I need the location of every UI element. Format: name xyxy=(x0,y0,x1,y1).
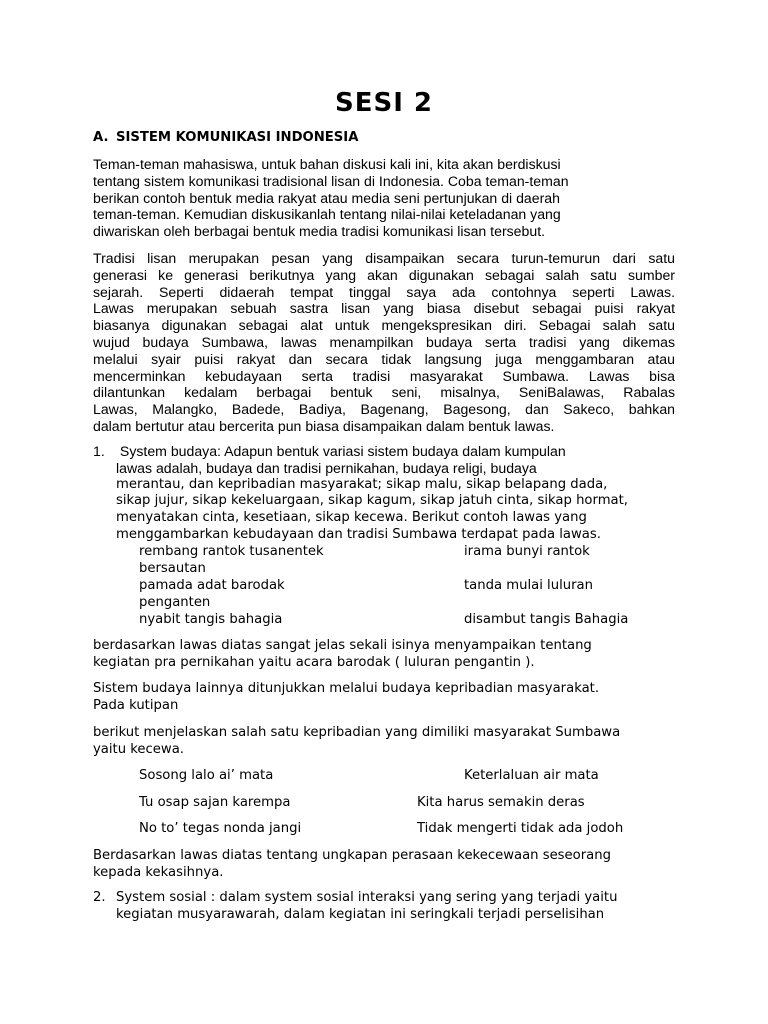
list-number: 2. xyxy=(93,890,106,905)
verse-original: Sosong lalo ai’ mata xyxy=(139,768,274,783)
text-line: Lawas merupakan sebuah sastra lisan yang biasa disebut sebagai puisi rakyat xyxy=(93,300,675,317)
list-item-body xyxy=(116,890,675,924)
text-line: tentang sistem komunikasi tradisional lisan di Indonesia. Coba teman-teman xyxy=(93,172,569,189)
verse-translation: disambut tangis Bahagia xyxy=(464,612,629,627)
text-line: sikap jujur, sikap kekeluargaan, sikap kagum, sikap jatuh cinta, sikap hormat, xyxy=(116,493,628,509)
text-line: Lawas, Malangko, Badede, Badiya, Bagenang, Bagesong, dan Sakeco, bahkan xyxy=(93,401,675,418)
section-heading xyxy=(93,129,358,146)
verse-translation: tanda mulai luluran xyxy=(464,578,593,593)
text-line: mencerminkan kebudayaan serta tradisi masyarakat Sumbawa. Lawas bisa xyxy=(93,367,675,384)
list-item-body xyxy=(116,443,675,544)
text-line: Berdasarkan lawas diatas tentang ungkapan perasaan kekecewaan seseorang xyxy=(93,848,611,863)
text-line: biasanya digunakan sebagai alat untuk mengekspresikan diri. Sebagai salah satu xyxy=(93,317,675,334)
text-line: menggambarkan kebudayaan dan tradisi Sumbawa terdapat pada lawas. xyxy=(116,526,601,542)
text-line: kegiatan pra pernikahan yaitu acara barodak ( luluran pengantin ). xyxy=(93,654,535,670)
list-number: 1. xyxy=(93,443,105,459)
sistem-budaya-paragraph xyxy=(93,681,675,715)
text-line: teman-teman. Kemudian diskusikanlah tentang nilai-nilai keteladanan yang xyxy=(93,206,561,223)
text-line: System budaya: Adapun bentuk variasi sistem budaya dalam kumpulan xyxy=(116,443,566,459)
text-line: sejarah. Seperti didaerah tempat tinggal saya ada contohnya seperti Lawas. xyxy=(93,283,675,300)
verse-original: penganten xyxy=(139,595,211,610)
text-line: menyatakan cinta, kesetiaan, sikap kecewa. Berikut contoh lawas yang xyxy=(116,510,587,526)
verse-original: bersautan xyxy=(139,561,206,576)
intro-paragraph xyxy=(93,156,675,240)
tradisi-paragraph xyxy=(93,250,675,435)
text-line: berikut menjelaskan salah satu kepribadian yang dimiliki masyarakat Sumbawa xyxy=(93,725,621,740)
verse-original: nyabit tangis bahagia xyxy=(139,612,283,627)
text-line: diwariskan oleh berbagai bentuk media tradisi komunikasi lisan tersebut. xyxy=(93,223,546,240)
kecewa-paragraph xyxy=(93,725,675,759)
section-letter: A. xyxy=(93,130,109,145)
verse-translation: Tidak mengerti tidak ada jodoh xyxy=(417,821,624,836)
text-line: Teman-teman mahasiswa, untuk bahan diskusi kali ini, kita akan berdiskusi xyxy=(93,156,561,172)
text-line: yaitu kecewa. xyxy=(93,741,184,757)
verse-original: No to’ tegas nonda jangi xyxy=(139,821,302,836)
document-page xyxy=(93,0,675,1024)
kekecewaan-paragraph xyxy=(93,848,675,882)
text-line: berikan contoh bentuk media rakyat atau media seni pertunjukan di daerah xyxy=(93,189,560,206)
text-line: dalam bertutur atau bercerita pun biasa disampaikan dalam bentuk lawas. xyxy=(93,417,555,434)
barodak-paragraph xyxy=(93,638,675,672)
text-line: System sosial : dalam system sosial interaksi yang sering yang terjadi yaitu xyxy=(116,890,618,905)
text-line: Pada kutipan xyxy=(93,697,179,713)
page-title: SESI 2 xyxy=(334,88,434,118)
verse-translation: irama bunyi rantok xyxy=(464,544,590,559)
text-line: wujud budaya Sumbawa, lawas menampilkan budaya serta tradisi yang dikemas xyxy=(93,333,675,350)
verse-translation: Keterlaluan air mata xyxy=(464,768,599,783)
verse-original: rembang rantok tusanentek xyxy=(139,544,324,559)
section-heading-text: SISTEM KOMUNIKASI INDONESIA xyxy=(116,130,359,145)
text-line: kegiatan musyarawarah, dalam kegiatan ini seringkali terjadi perselisihan xyxy=(116,906,605,922)
text-line: dilantunkan kedalam berbagai bentuk seni, misalnya, SeniBalawas, Rabalas xyxy=(93,384,675,401)
list-item-system-sosial xyxy=(93,890,675,930)
text-line: generasi ke generasi berikutnya yang akan digunakan sebagai salah satu sumber xyxy=(93,266,675,283)
text-line: Tradisi lisan merupakan pesan yang disampaikan secara turun-temurun dari satu xyxy=(93,250,675,266)
text-line: melalui syair puisi rakyat dan secara tidak langsung juga menggambaran atau xyxy=(93,350,675,367)
text-line: kepada kekasihnya. xyxy=(93,864,224,880)
verse-translation: Kita harus semakin deras xyxy=(417,795,585,810)
text-line: merantau, dan kepribadian masyarakat; sikap malu, sikap belapang dada, xyxy=(116,476,608,492)
verse-original: pamada adat barodak xyxy=(139,578,285,593)
verse-original: Tu osap sajan karempa xyxy=(139,795,291,810)
text-line: lawas adalah, budaya dan tradisi pernikahan, budaya religi, budaya xyxy=(116,459,537,476)
text-line: berdasarkan lawas diatas sangat jelas sekali isinya menyampaikan tentang xyxy=(93,638,592,653)
text-line: Sistem budaya lainnya ditunjukkan melalui budaya kepribadian masyarakat. xyxy=(93,681,600,696)
